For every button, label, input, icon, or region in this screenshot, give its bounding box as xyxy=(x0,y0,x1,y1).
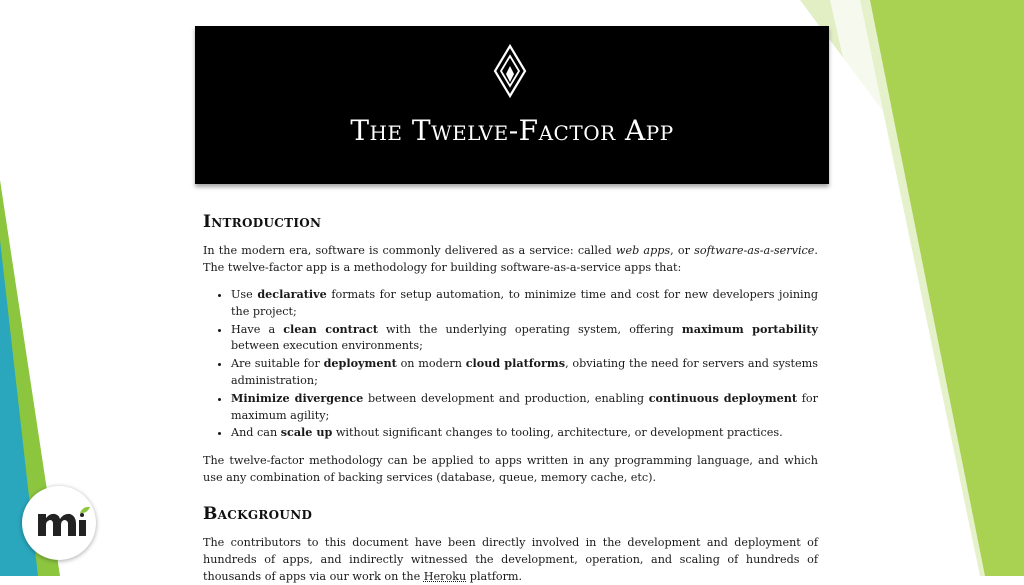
banner xyxy=(195,26,829,184)
intro-paragraph-2: The twelve-factor methodology can be applied to apps written in any programming language, and which use any combination of backing services (database, queue, memory cache, etc). xyxy=(203,454,818,485)
list-item: • Use declarative formats for setup automation, to minimize time and cost for new developers joining the project; xyxy=(231,286,818,321)
background-paragraph: The contributors to this document have been directly involved in the development and deployment of hundreds of apps, and indirectly witnessed the development, operation, and scaling of hundreds of thousands of apps via our work on the Heroku platform. xyxy=(203,536,818,584)
list-item: • Are suitable for deployment on modern cloud platforms, obviating the need for servers and systems administration; xyxy=(231,355,818,390)
page-title: The Twelve-Factor App xyxy=(350,114,674,147)
content xyxy=(203,212,818,585)
list-item: • And can scale up without significant changes to tooling, architecture, or development practices. xyxy=(231,424,818,442)
list-item: • Minimize divergence between development and production, enabling continuous deployment for maximum agility; xyxy=(231,390,818,425)
intro-paragraph: In the modern era, software is commonly delivered as a service: called web apps, or software-as-a-service. The twelve-factor app is a methodology for building software-as-a-service apps that: xyxy=(203,244,818,274)
introduction-heading: Introduction xyxy=(203,212,322,232)
feature-list xyxy=(203,286,818,442)
brand-logo-badge xyxy=(22,486,96,560)
mi-brand-logo xyxy=(22,486,96,560)
twelve-factor-diamond-icon xyxy=(493,44,527,98)
background-heading: Background xyxy=(203,504,313,525)
document-page xyxy=(195,26,829,584)
list-item: • Have a clean contract with the underlying operating system, offering maximum portability between execution environments; xyxy=(231,321,818,356)
heroku-link[interactable]: Heroku xyxy=(423,570,467,584)
